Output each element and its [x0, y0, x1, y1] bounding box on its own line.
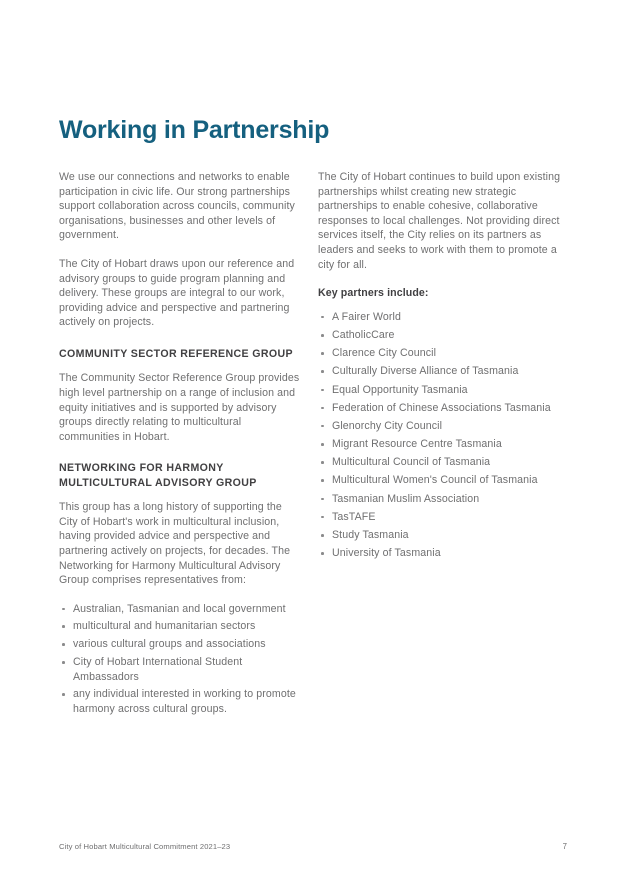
list-item: Tasmanian Muslim Association: [318, 492, 561, 507]
list-item: Study Tasmania: [318, 528, 561, 543]
list-item: any individual interested in working to promote harmony across cultural groups.: [59, 687, 302, 716]
list-item: Equal Opportunity Tasmania: [318, 383, 561, 398]
right-paragraph-1: The City of Hobart continues to build upon existing partnerships whilst creating new strategic partnerships to enable cohesive, collaborative responses to local challenges. Not providing direct services itself, the City relies on its partners as leaders and seeks to work with them to promote a city for all.: [318, 171, 561, 271]
key-partners-list: [318, 310, 561, 561]
list-item: Multicultural Women's Council of Tasmania: [318, 473, 561, 488]
list-item: CatholicCare: [318, 328, 561, 343]
list-item: Culturally Diverse Alliance of Tasmania: [318, 364, 561, 379]
left-column: [59, 170, 302, 720]
page-title: Working in Partnership: [59, 115, 330, 144]
section-heading-networking-for-harmony: NETWORKING FOR HARMONY MULTICULTURAL ADVISORY GROUP: [59, 462, 257, 489]
list-item: Migrant Resource Centre Tasmania: [318, 437, 561, 452]
advisory-group-representatives-list: [59, 602, 302, 717]
right-column: [318, 170, 561, 564]
list-item: Federation of Chinese Associations Tasmania: [318, 401, 561, 416]
community-sector-reference-group-paragraph: The Community Sector Reference Group provides high level partnership on a range of inclusion and equity initiatives and is supported by advisory groups directly relating to multicultural communities in Hobart.: [59, 372, 300, 443]
list-item: Clarence City Council: [318, 346, 561, 361]
footer-page-number: 7: [562, 842, 567, 851]
list-item: multicultural and humanitarian sectors: [59, 619, 302, 634]
list-item: City of Hobart International Student Ambassadors: [59, 655, 302, 684]
list-item: TasTAFE: [318, 510, 561, 525]
list-item: A Fairer World: [318, 310, 561, 325]
list-item: various cultural groups and associations: [59, 637, 302, 652]
key-partners-lead-in: Key partners include:: [318, 287, 429, 300]
left-paragraph-1: We use our connections and networks to enable participation in civic life. Our strong partnerships support collaboration across councils, community organisations, businesses and other levels of government.: [59, 171, 295, 242]
networking-for-harmony-paragraph: This group has a long history of supporting the City of Hobart's work in multicultural inclusion, having provided advice and perspective and partnering actively on projects, for decades. The Networking for Harmony Multicultural Advisory Group comprises representatives from:: [59, 501, 291, 587]
list-item: Glenorchy City Council: [318, 419, 561, 434]
list-item: Multicultural Council of Tasmania: [318, 455, 561, 470]
list-item: Australian, Tasmanian and local government: [59, 602, 302, 617]
list-item: University of Tasmania: [318, 546, 561, 561]
footer-document-title: City of Hobart Multicultural Commitment 2021–23: [59, 842, 231, 851]
left-paragraph-2: The City of Hobart draws upon our reference and advisory groups to guide program planning and delivery. These groups are integral to our work, providing advice and perspective and partnering actively on projects.: [59, 257, 295, 329]
page-footer: [59, 841, 567, 852]
section-heading-community-sector-reference-group: COMMUNITY SECTOR REFERENCE GROUP: [59, 347, 293, 360]
